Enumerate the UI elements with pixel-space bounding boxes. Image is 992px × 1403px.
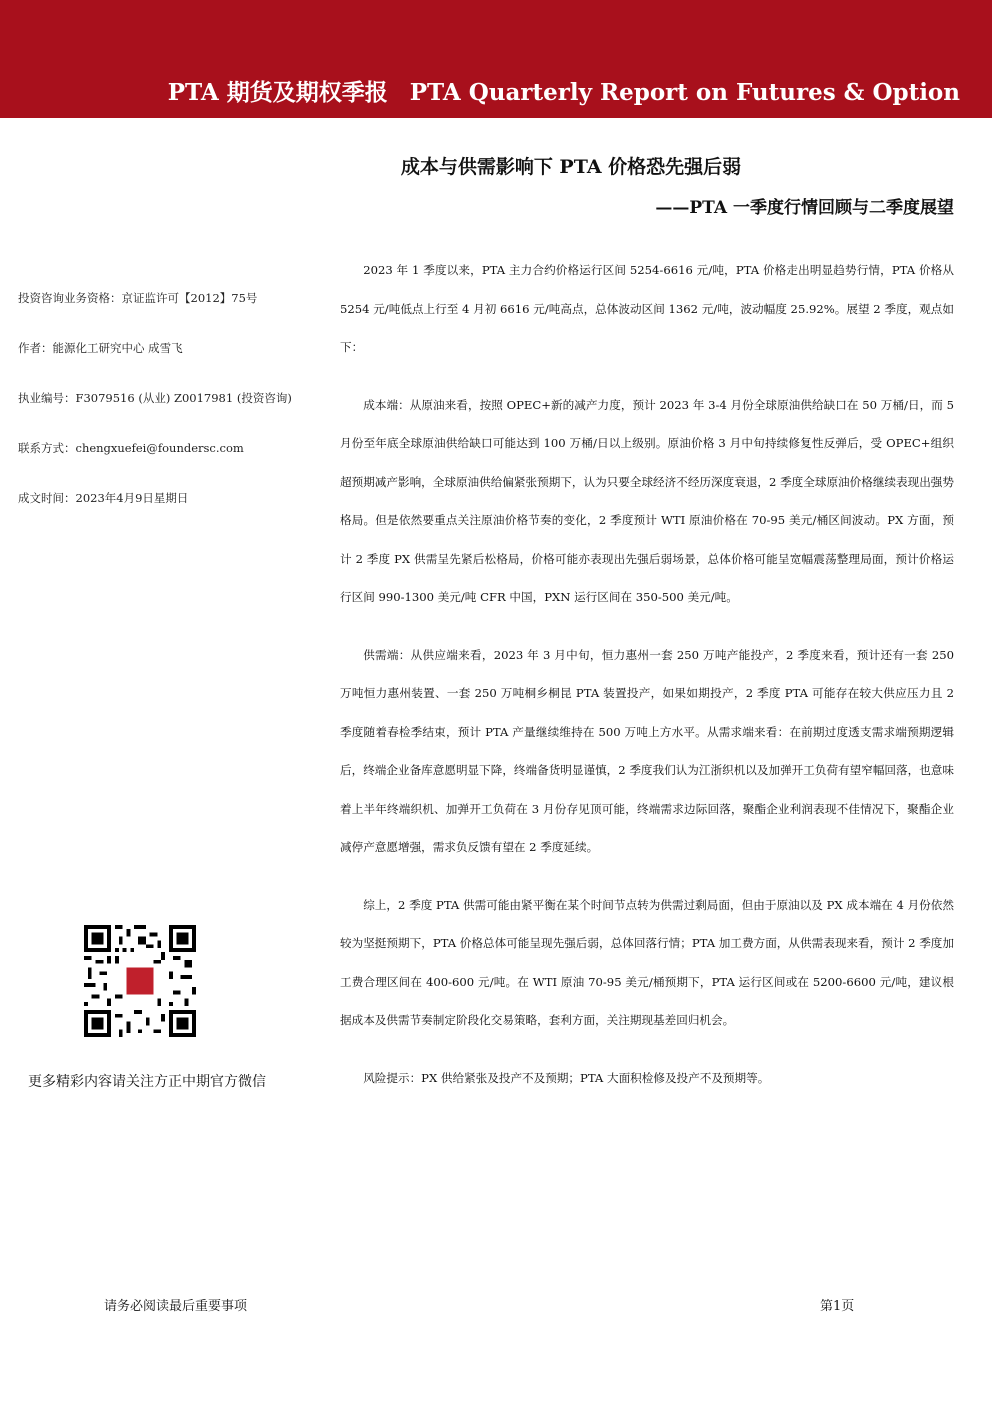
footer-notice: 请务必阅读最后重要事项 [104,1299,248,1314]
qualification-line: 投资咨询业务资格：京证监许可【2012】75号 [18,291,258,305]
report-header-title [168,74,960,107]
body-paragraph-supply-demand: 供需端：从供应端来看，2023 年 3 月中旬，恒力惠州一套 250 万吨产能投产，2 季度来看，预计还有一套 250 万吨恒力惠州装置、一套 250 万吨桐乡桐昆 PTA 装置投产，如果如期投产，2 季度 PTA 可能存在较大供应压力且 2 季度随着春检季结束，预计 PTA 产量继续维持在 500 万吨上方水平。从需求端来看：在前期过度透支需求端预期逻辑后，终端企业备库意愿明显下降，终端备货明显谨慎，2 季度我们认为江浙织机以及加弹开工负荷有望窄幅回落，也意味着上半年终端织机、加弹开工负荷在 3 月份存见顶可能，终端需求边际回落，聚酯企业利润表现不佳情况下，聚酯企业减停产意愿增强，需求负反馈有望在 2 季度延续。 [340,647,954,854]
license-number-line: 执业编号：F3079516 (从业) Z0017981 (投资咨询) [18,391,292,405]
report-title: 成本与供需影响下 PTA 价格恐先强后弱 [400,156,742,178]
qr-caption: 更多精彩内容请关注方正中期官方微信 [28,1074,266,1090]
report-body [340,251,954,1116]
header-title-cn: PTA 期货及期权季报 [167,79,388,106]
contact-line[interactable]: 联系方式：chengxuefei@foundersc.com [18,441,244,455]
page-number: 第1页 [820,1299,855,1314]
report-subtitle: ——PTA 一季度行情回顾与二季度展望 [655,198,954,218]
header-title-en: PTA Quarterly Report on Futures & Option [409,79,960,106]
author-line: 作者：能源化工研究中心 成雪飞 [18,341,183,355]
body-paragraph-cost: 成本端：从原油来看，按照 OPEC+新的减产力度，预计 2023 年 3-4 月份全球原油供给缺口在 50 万桶/日，而 5 月份至年底全球原油供给缺口可能达到 100 万桶/日以上级别。原油价格 3 月中旬持续修复性反弹后，受 OPEC+组织超预期减产影响，全球原油供给偏紧张预期下，认为只要全球经济不经历深度衰退，2 季度全球原油价格继续表现出强势格局。但是依然要重点关注原油价格节奏的变化，2 季度预计 WTI 原油价格在 70-95 美元/桶区间波动。PX 方面，预计 2 季度 PX 供需呈先紧后松格局，价格可能亦表现出先强后弱场景，总体价格可能呈宽幅震荡整理局面，预计价格运行区间 990-1300 美元/吨 CFR 中国，PXN 运行区间在 350-500 美元/吨。 [340,397,954,604]
body-paragraph-summary: 综上，2 季度 PTA 供需可能由紧平衡在某个时间节点转为供需过剩局面，但由于原油以及 PX 成本端在 4 月份依然较为坚挺预期下，PTA 价格总体可能呈现先强后弱，总体回落行情；PTA 加工费方面，从供需表现来看，预计 2 季度加工费合理区间在 400-600 元/吨。在 WTI 原油 70-95 美元/桶预期下，PTA 运行区间或在 5200-6600 元/吨，建议根据成本及供需节奏制定阶段化交易策略，套利方面，关注期现基差回归机会。 [340,897,954,1027]
header-band [0,0,992,118]
author-info-sidebar [18,290,323,540]
body-paragraph-risk: 风险提示：PX 供给紧张及投产不及预期；PTA 大面积检修及投产不及预期等。 [363,1070,770,1085]
qr-code-icon [84,925,196,1037]
body-paragraph-intro: 2023 年 1 季度以来，PTA 主力合约价格运行区间 5254-6616 元/吨，PTA 价格走出明显趋势行情，PTA 价格从 5254 元/吨低点上行至 4 月初 6616 元/吨高点，总体波动区间 1362 元/吨，波动幅度 25.92%。展望 2 季度，观点如下： [340,263,954,354]
date-line: 成文时间：2023年4月9日星期日 [18,491,189,505]
